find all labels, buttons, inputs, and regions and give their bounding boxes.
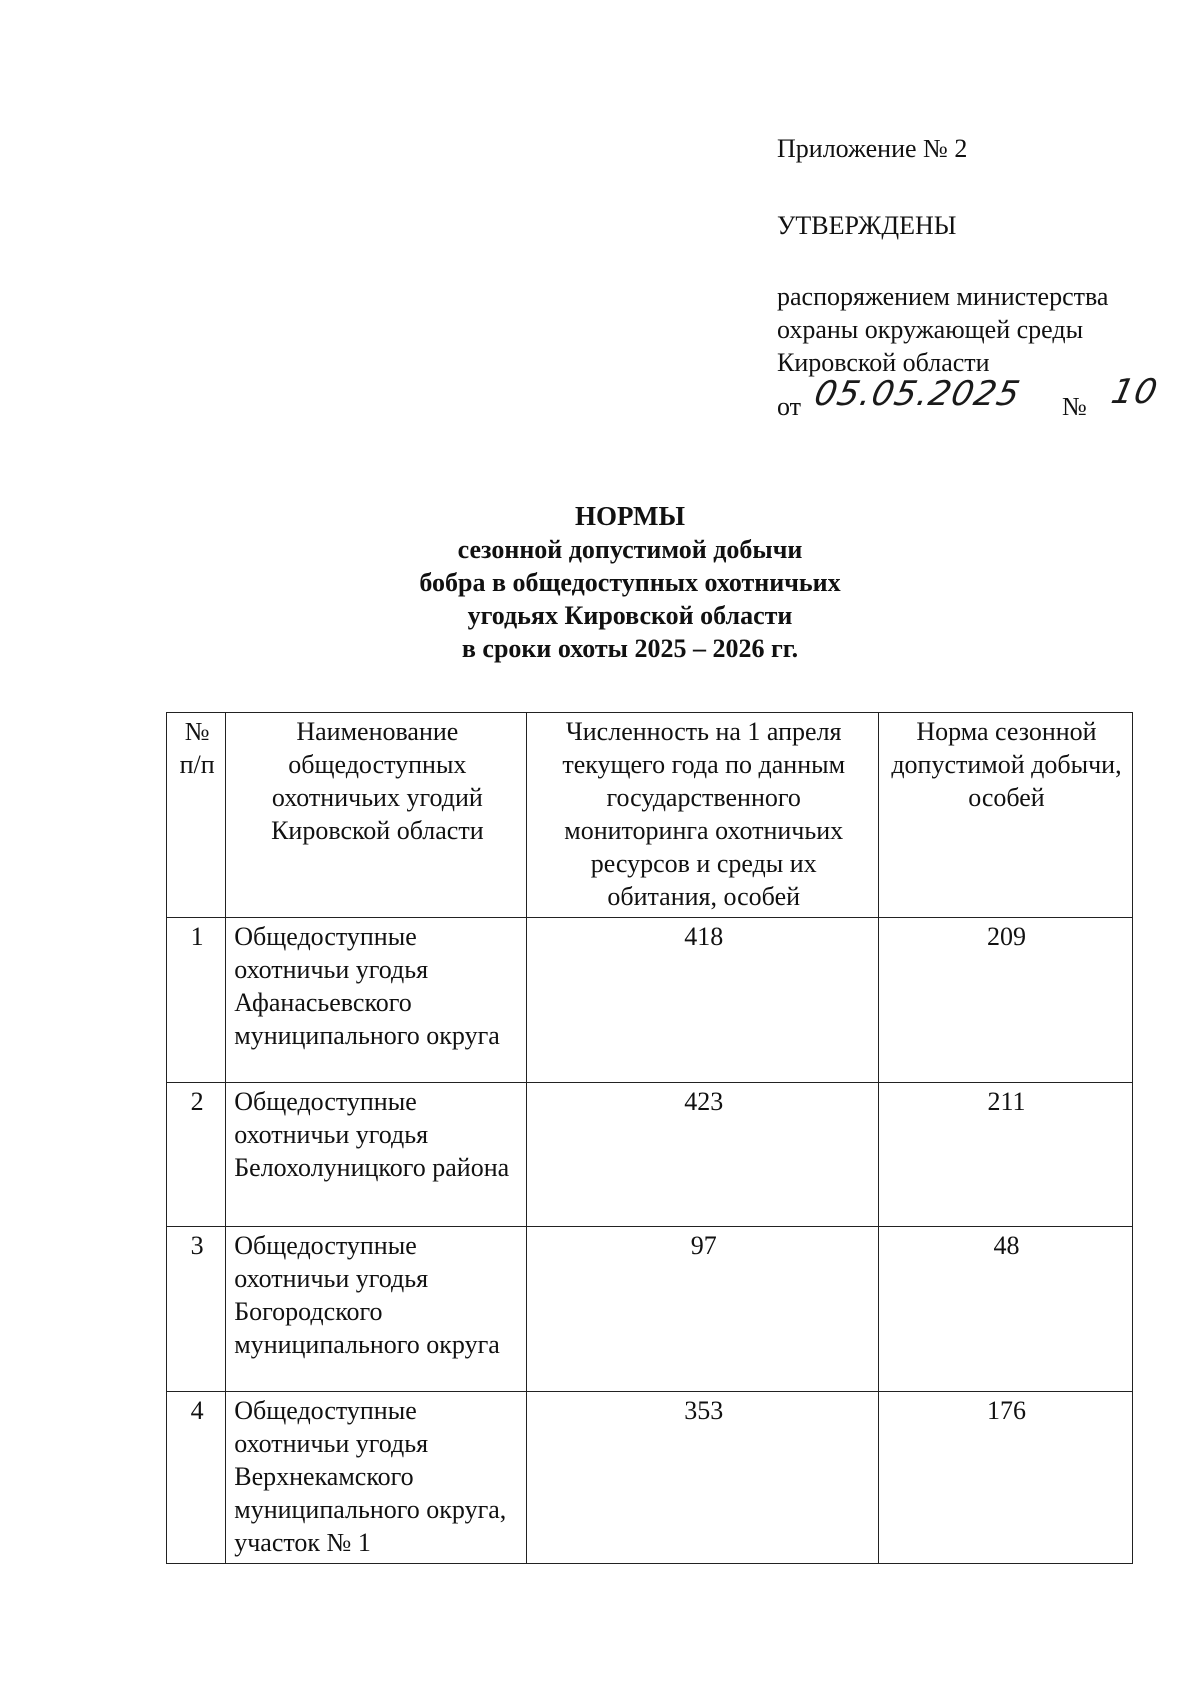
cell-norm: 209 bbox=[878, 918, 1132, 1083]
annex-label: Приложение № 2 bbox=[777, 134, 968, 163]
cell-population: 423 bbox=[527, 1083, 878, 1227]
date-label: от bbox=[777, 392, 802, 421]
title-line: угодьях Кировской области bbox=[467, 601, 793, 630]
cell-norm: 176 bbox=[878, 1392, 1132, 1564]
approved-label: УТВЕРЖДЕНЫ bbox=[777, 211, 957, 240]
cell-norm: 211 bbox=[878, 1083, 1132, 1227]
approved-by-line: охраны окружающей среды bbox=[777, 315, 1084, 344]
title-line: в сроки охоты 2025 – 2026 гг. bbox=[461, 634, 799, 663]
cell-population: 418 bbox=[527, 918, 878, 1083]
cell-number: 2 bbox=[167, 1083, 226, 1227]
header-norm: Норма сезонной допустимой добычи, особей bbox=[878, 713, 1132, 918]
cell-number: 1 bbox=[167, 918, 226, 1083]
title-line: бобра в общедоступных охотничьих bbox=[419, 568, 841, 597]
approved-by-line: Кировской области bbox=[777, 348, 990, 377]
cell-name: Общедоступные охотничьи угодья Богородского муниципального округа bbox=[226, 1227, 527, 1392]
number-label: № bbox=[1062, 392, 1087, 421]
table-row bbox=[167, 1392, 1133, 1564]
table-row bbox=[167, 918, 1133, 1083]
approved-by bbox=[777, 280, 1177, 379]
table-row bbox=[167, 1083, 1133, 1227]
cell-name: Общедоступные охотничьи угодья Белохолуницкого района bbox=[226, 1083, 527, 1227]
cell-number: 4 bbox=[167, 1392, 226, 1564]
title-line: сезонной допустимой добычи bbox=[457, 535, 803, 564]
date-number-line bbox=[777, 372, 1177, 424]
handwritten-number: 10 bbox=[1107, 372, 1162, 412]
title-main: НОРМЫ bbox=[575, 501, 685, 531]
cell-norm: 48 bbox=[878, 1227, 1132, 1392]
cell-number: 3 bbox=[167, 1227, 226, 1392]
cell-population: 97 bbox=[527, 1227, 878, 1392]
table-row bbox=[167, 1227, 1133, 1392]
header-name: Наименование общедоступных охотничьих угодий Кировской области bbox=[226, 713, 527, 918]
cell-population: 353 bbox=[527, 1392, 878, 1564]
cell-name: Общедоступные охотничьи угодья Афанасьевского муниципального округа bbox=[226, 918, 527, 1083]
table-header-row bbox=[167, 713, 1133, 918]
cell-name: Общедоступные охотничьи угодья Верхнекамского муниципального округа, участок № 1 bbox=[226, 1392, 527, 1564]
header-population: Численность на 1 апреля текущего года по данным государственного мониторинга охотничьих ресурсов и среды их обитания, особей bbox=[527, 713, 878, 918]
header-number: № п/п bbox=[167, 713, 226, 918]
norms-table bbox=[166, 712, 1133, 1564]
handwritten-date: 05.05.2025 bbox=[810, 374, 1025, 414]
document-title bbox=[300, 500, 960, 665]
approved-by-line: распоряжением министерства bbox=[777, 282, 1109, 311]
